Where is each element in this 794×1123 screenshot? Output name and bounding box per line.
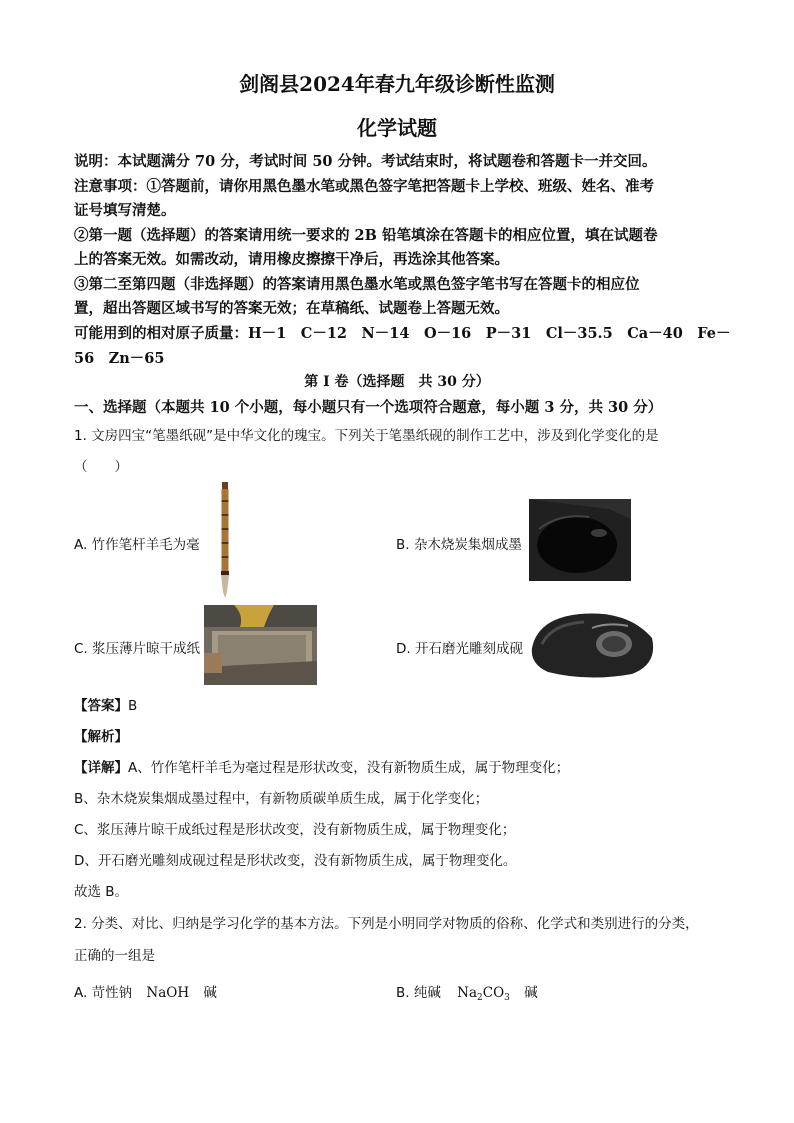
q1-detail-a	[74, 756, 569, 776]
q1-conclusion: 故选 B。	[74, 884, 129, 900]
q1-option-b: B. 杂木烧炭集烟成墨	[396, 537, 522, 553]
inkstone-image	[528, 604, 658, 682]
q2-option-a-label: A. 苛性钠	[74, 985, 133, 1001]
q1-stem-line-1: 1. 文房四宝“笔墨纸砚”是中华文化的瑰宝。下列关于笔墨纸砚的制作工艺中，涉及到化学变化的是	[74, 428, 659, 444]
brush-image	[210, 480, 240, 600]
q2-stem-line-2: 正确的一组是	[74, 948, 155, 964]
exam-title: 剑阁县2024年春九年级诊断性监测	[239, 72, 555, 96]
q1-option-a: A. 竹作笔杆羊毛为毫	[74, 537, 200, 553]
instruction-line-7: 置，超出答题区域书写的答案无效；在草稿纸、试题卷上答题无效。	[74, 300, 509, 317]
exam-subtitle: 化学试题	[357, 116, 437, 140]
q2-option-b-label: B. 纯碱	[396, 985, 441, 1001]
q2-option-b	[396, 981, 538, 1003]
q1-answer	[74, 694, 137, 714]
volume-heading: 第 I 卷（选择题 共 30 分）	[304, 374, 490, 390]
formula-co: CO	[482, 985, 505, 1001]
instruction-line-5: 上的答案无效。如需改动，请用橡皮擦擦干净后，再选涂其他答案。	[74, 251, 509, 268]
atomic-mass-line-1: 可能用到的相对原子质量：H－1 C－12 N－14 O－16 P－31 Cl－35.5 Ca－40 Fe－	[74, 325, 731, 342]
ink-image	[529, 499, 631, 581]
q2-option-a	[74, 981, 217, 1001]
q1-option-d: D. 开石磨光雕刻成砚	[396, 641, 523, 657]
instruction-line-2: 注意事项：①答题前，请你用黑色墨水笔或黑色签字笔把答题卡上学校、班级、姓名、准考	[74, 178, 654, 195]
q1-detail-b: B、杂木烧炭集烟成墨过程中，有新物质碳单质生成，属于化学变化；	[74, 791, 489, 807]
analysis-label: 【解析】	[74, 729, 128, 745]
detail-label: 【详解】	[74, 760, 128, 776]
instruction-line-4: ②第一题（选择题）的答案请用统一要求的 2B 铅笔填涂在答题卡的相应位置，填在试题卷	[74, 227, 658, 244]
instruction-line-6: ③第二至第四题（非选择题）的答案请用黑色墨水笔或黑色签字笔书写在答题卡的相应位	[74, 276, 640, 293]
section-heading: 一、选择题（本题共 10 个小题，每小题只有一个选项符合题意，每小题 3 分，共 30 分）	[74, 399, 663, 416]
atomic-mass-line-2: 56 Zn－65	[74, 350, 165, 367]
formula-sub-2: 2	[477, 993, 483, 1003]
instruction-line-3: 证号填写清楚。	[74, 202, 176, 219]
formula-sub-3: 3	[504, 993, 510, 1003]
formula-na: Na	[457, 985, 478, 1001]
papermaking-image	[204, 605, 317, 685]
q2-option-a-formula: NaOH	[146, 985, 190, 1001]
instruction-line-1: 说明：本试题满分 70 分，考试时间 50 分钟。考试结束时，将试题卷和答题卡一并交回。	[74, 153, 657, 170]
q2-option-b-formula	[457, 985, 510, 1001]
q1-detail-c: C、浆压薄片晾干成纸过程是形状改变，没有新物质生成，属于物理变化；	[74, 822, 516, 838]
q1-stem-line-2: （ ）	[74, 459, 128, 475]
q2-stem-line-1: 2. 分类、对比、归纳是学习化学的基本方法。下列是小明同学对物质的俗称、化学式和类别进行的分类，	[74, 916, 699, 932]
answer-value: B	[128, 698, 138, 714]
q2-option-b-class: 碱	[524, 985, 538, 1001]
q1-option-c: C. 浆压薄片晾干成纸	[74, 641, 201, 657]
q2-option-a-class: 碱	[203, 985, 217, 1001]
q1-detail-d: D、开石磨光雕刻成砚过程是形状改变，没有新物质生成，属于物理变化。	[74, 853, 517, 869]
answer-label: 【答案】	[74, 698, 128, 714]
detail-a-text: A、竹作笔杆羊毛为毫过程是形状改变，没有新物质生成，属于物理变化；	[128, 760, 570, 776]
q1-analysis-label	[74, 725, 128, 745]
